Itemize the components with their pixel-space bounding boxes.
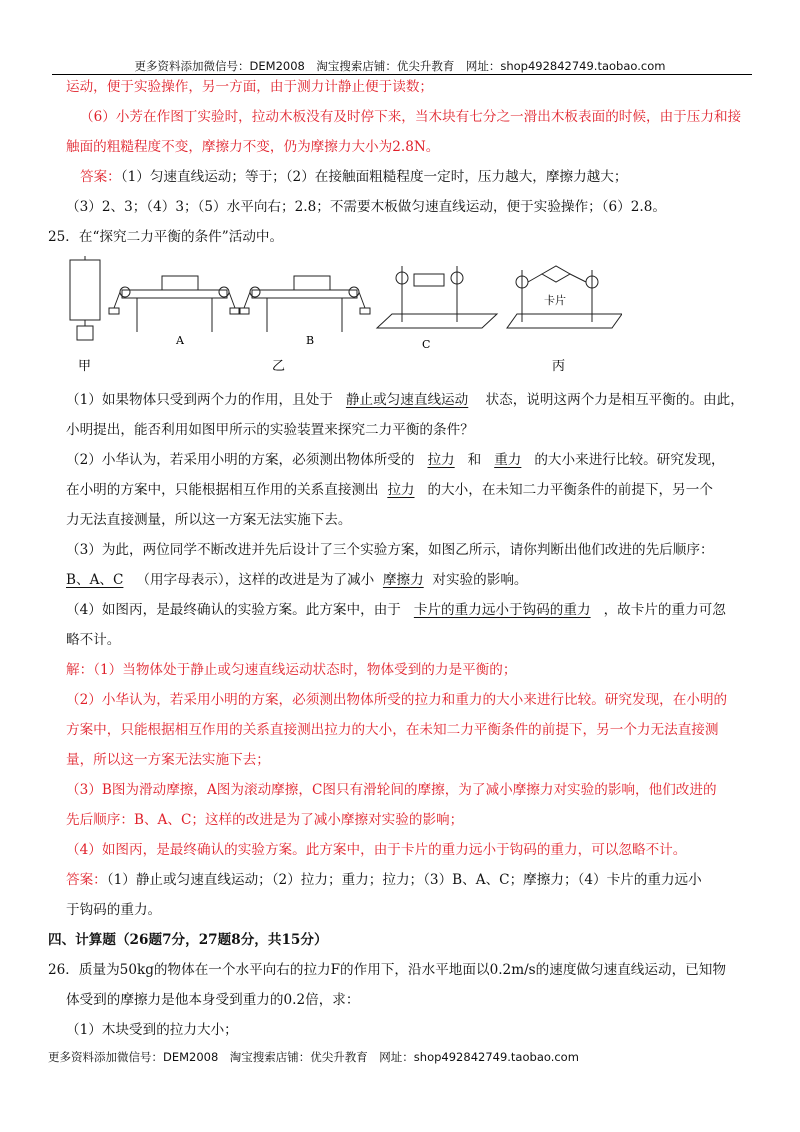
text-line: 于钩码的重力。 <box>66 902 162 918</box>
q25-part2b: 在小明的方案中，只能根据相互作用的关系直接测出 拉力 的大小，在未知二力平衡条件的前提下，另一个 <box>66 482 713 498</box>
text-line: （1）木块受到的拉力大小； <box>66 1022 238 1038</box>
text-line: 触面的粗糙程度不变，摩擦力不变，仍为摩擦力大小为2.8N。 <box>66 139 440 155</box>
solution-line: 解：（1）当物体处于静止或匀速直线运动状态时，物体受到的力是平衡的； <box>66 662 517 678</box>
weight-block-icon <box>77 326 93 340</box>
answer-line <box>66 871 702 889</box>
label-a: A <box>176 334 184 347</box>
text-line: 力无法直接测量，所以这一方案无法实施下去。 <box>66 512 352 528</box>
blank-answer: B、A、C <box>66 572 124 588</box>
blank-answer: 静止或匀速直线运动 <box>345 392 469 408</box>
blank-answer: 重力 <box>494 452 522 468</box>
blank-answer: 拉力 <box>427 452 455 468</box>
page-footer: 更多资料添加微信号：DEM2008 淘宝搜索店铺：优尖升教育 网址：shop492842749.taobao.com <box>48 1050 579 1064</box>
solution-line: 先后顺序：B、A、C；这样的改进是为了减小摩擦对实验的影响； <box>66 812 464 828</box>
solution-line: （3）B图为滑动摩擦，A图为滚动摩擦，C图只有滑轮间的摩擦，为了减小摩擦力对实验的影响，他们改进的 <box>66 782 717 798</box>
solution-line: 量，所以这一方案无法实施下去； <box>66 752 270 768</box>
board-c-icon <box>377 314 497 328</box>
q25-part2: （2）小华认为，若采用小明的方案，必须测出物体所受的 拉力 和 重力 的大小来进行比较。研究发现， <box>66 452 725 468</box>
spring-scale-icon <box>70 260 100 320</box>
answer-line <box>80 168 627 186</box>
question-26: 26．质量为50kg的物体在一个水平向右的拉力F的作用下，沿水平地面以0.2m/s的速度做匀速直线运动，已知物 <box>48 962 726 978</box>
q25-part3b: B、A、C （用字母表示），这样的改进是为了减小 摩擦力 对实验的影响。 <box>66 572 528 588</box>
label-b: B <box>306 334 315 347</box>
header-rule <box>52 74 752 75</box>
table-b-icon <box>252 290 357 298</box>
section-heading: 四、计算题（26题7分，27题8分，共15分） <box>48 932 328 948</box>
label-jia: 甲 <box>78 359 92 374</box>
board-bing-icon <box>507 314 622 328</box>
label-yi: 乙 <box>272 359 286 374</box>
text-line: 运动，便于实验操作，另一方面，由于测力计静止便于读数； <box>66 79 434 95</box>
card-icon <box>542 266 570 282</box>
text-line: 体受到的摩擦力是他本身受到重力的0.2倍，求： <box>66 992 360 1008</box>
text-line: （6）小芳在作图丁实验时，拉动木板没有及时停下来，当木块有七分之一滑出木板表面的时候，由于压力和接 <box>80 109 742 125</box>
blank-answer: 拉力 <box>387 482 415 498</box>
label-bing: 丙 <box>552 359 566 374</box>
solution-line: 方案中，只能根据相互作用的关系直接测出拉力的大小，在未知二力平衡条件的前提下，另一个力无法直接测 <box>66 722 719 738</box>
answer-text: （1）匀速直线运动；等于；（2）在接触面粗糙程度一定时，压力越大，摩擦力越大； <box>120 169 628 185</box>
text-line: 略不计。 <box>66 632 121 648</box>
card-label: 卡片 <box>544 294 566 307</box>
experiment-figure <box>62 256 622 376</box>
table-a-icon <box>122 290 227 298</box>
question-25: 25．在“探究二力平衡的条件”活动中。 <box>48 229 284 245</box>
text-line: 小明提出，能否利用如图甲所示的实验装置来探究二力平衡的条件？ <box>66 422 474 438</box>
page-header: 更多资料添加微信号：DEM2008 淘宝搜索店铺：优尖升教育 网址：shop492842749.taobao.com <box>134 59 666 73</box>
answer-label: 答案： <box>80 169 121 185</box>
text-line: （3）2、3；（4）3；（5）水平向右；2.8；不需要木板做匀速直线运动，便于实验操作；（6）2.8。 <box>66 199 666 215</box>
text-line: （3）为此，两位同学不断改进并先后设计了三个实验方案，如图乙所示，请你判断出他们改进的先后顺序： <box>66 542 714 558</box>
label-c: C <box>422 338 431 351</box>
blank-answer: 卡片的重力远小于钩码的重力 <box>413 602 591 618</box>
answer-label: 答案： <box>66 872 107 888</box>
q25-part1: （1）如果物体只受到两个力的作用，且处于 静止或匀速直线运动 状态，说明这两个力是相互平衡的。由此， <box>66 392 744 408</box>
solution-line: （4）如图丙，是最终确认的实验方案。此方案中，由于卡片的重力远小于钩码的重力，可以忽略不计。 <box>66 842 687 858</box>
blank-answer: 摩擦力 <box>382 572 424 588</box>
q25-part4: （4）如图丙，是最终确认的实验方案。此方案中，由于 卡片的重力远小于钩码的重力 ，故卡片的重力可忽 <box>66 602 726 618</box>
solution-line: （2）小华认为，若采用小明的方案，必须测出物体所受的拉力和重力的大小来进行比较。研究发现，在小明的 <box>66 692 728 708</box>
answer-text: （1）静止或匀速直线运动；（2）拉力；重力；拉力；（3）B、A、C；摩擦力；（4）卡片的重力远小 <box>106 872 702 888</box>
